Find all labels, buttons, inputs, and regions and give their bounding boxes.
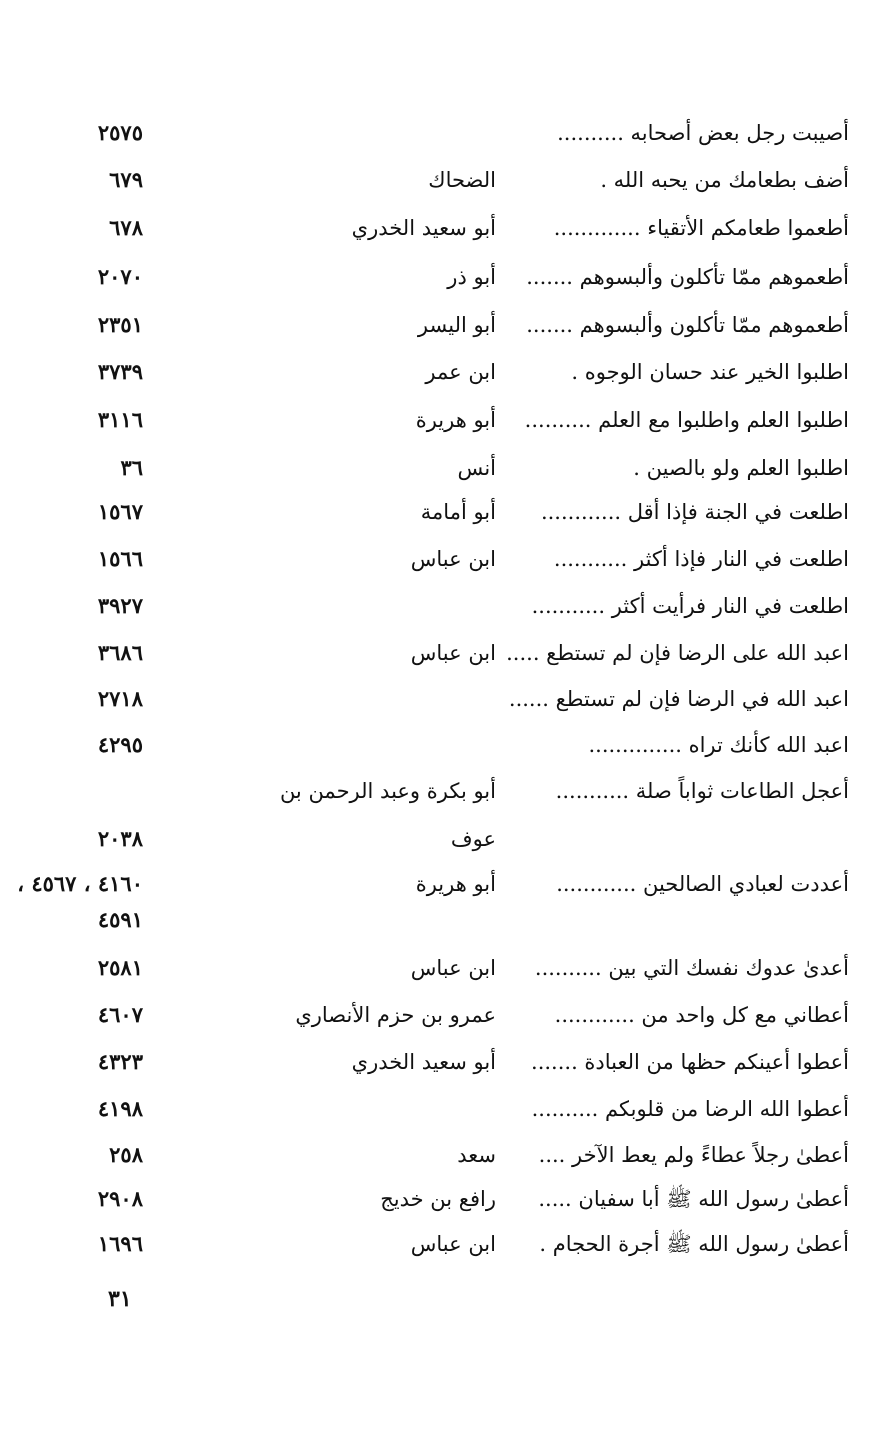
index-entry bbox=[0, 953, 891, 999]
hadith-number: ٢٣٥١ bbox=[97, 312, 143, 337]
narrator-name: أبو بكرة وعبد الرحمن بن bbox=[279, 779, 496, 803]
hadith-number: ٦٧٩ bbox=[109, 167, 143, 192]
hadith-text: اطلعت في النار فرأيت أكثر ........... bbox=[531, 594, 849, 618]
narrator-name: أبو ذر bbox=[447, 265, 496, 289]
narrator-name: أبو هريرة bbox=[415, 872, 496, 896]
hadith-text: أطعموهم ممّا تأكلون وألبسوهم ....... bbox=[526, 313, 849, 337]
hadith-number: ٤٥٩١ bbox=[97, 907, 143, 932]
narrator-name: ابن عباس bbox=[410, 641, 496, 665]
index-entry bbox=[0, 1140, 891, 1186]
hadith-number: ٢٧١٨ bbox=[97, 686, 143, 711]
hadith-number: ٤٣٢٣ bbox=[97, 1049, 143, 1074]
index-entry bbox=[0, 544, 891, 590]
page-number: ٣١ bbox=[108, 1286, 132, 1312]
index-entry bbox=[0, 118, 891, 164]
narrator-name: أبو سعيد الخدري bbox=[351, 216, 496, 240]
narrator-name: أبو سعيد الخدري bbox=[351, 1050, 496, 1074]
hadith-text: اعبد الله كأنك تراه .............. bbox=[588, 733, 849, 757]
index-entry bbox=[0, 310, 891, 356]
index-entry bbox=[0, 824, 891, 870]
index-entry bbox=[0, 591, 891, 637]
hadith-text: أطعموهم ممّا تأكلون وألبسوهم ....... bbox=[526, 265, 849, 289]
hadith-number: ٢٠٣٨ bbox=[97, 826, 143, 851]
hadith-number: ١٦٩٦ bbox=[97, 1231, 143, 1256]
narrator-name: ابن عباس bbox=[410, 1232, 496, 1256]
narrator-name: ابن عمر bbox=[425, 360, 496, 384]
index-entry bbox=[0, 1000, 891, 1046]
hadith-text: أعددت لعبادي الصالحين ............ bbox=[556, 872, 849, 896]
narrator-name: عمرو بن حزم الأنصاري bbox=[295, 1003, 496, 1027]
hadith-text: اطلبوا الخير عند حسان الوجوه . bbox=[571, 360, 849, 384]
hadith-number: ٤٦٠٧ bbox=[97, 1002, 143, 1027]
index-entry bbox=[0, 905, 891, 951]
narrator-name: أنس bbox=[457, 456, 496, 480]
index-entry bbox=[0, 638, 891, 684]
index-entry bbox=[0, 357, 891, 403]
hadith-text: أعطوا أعينكم حظها من العبادة ....... bbox=[531, 1050, 849, 1074]
narrator-name: أبو أمامة bbox=[420, 500, 496, 524]
index-entry bbox=[0, 776, 891, 822]
index-entry bbox=[0, 1047, 891, 1093]
hadith-number: ٤١٦٠ ، ٤٥٦٧ ، bbox=[17, 871, 143, 896]
index-entry bbox=[0, 165, 891, 211]
narrator-name: عوف bbox=[450, 827, 496, 851]
index-entry bbox=[0, 1094, 891, 1140]
hadith-text: أعدیٰ عدوك نفسك التي بين .......... bbox=[534, 956, 849, 980]
index-entry bbox=[0, 262, 891, 308]
index-entry bbox=[0, 684, 891, 730]
index-entry bbox=[0, 1184, 891, 1230]
narrator-name: أبو هريرة bbox=[415, 408, 496, 432]
hadith-text: أطعموا طعامكم الأتقياء ............. bbox=[553, 216, 849, 240]
hadith-text: اطلعت في الجنة فإذا أقل ............ bbox=[540, 500, 849, 524]
index-entry bbox=[0, 1229, 891, 1275]
narrator-name: سعد bbox=[457, 1143, 496, 1167]
hadith-text: اطلبوا العلم واطلبوا مع العلم .......... bbox=[524, 408, 849, 432]
hadith-text: أعطیٰ رسول الله ﷺ أبا سفيان ..... bbox=[538, 1187, 849, 1211]
narrator-name: ابن عباس bbox=[410, 956, 496, 980]
hadith-number: ٣٦٨٦ bbox=[97, 640, 143, 665]
hadith-text: أعجل الطاعات ثواباً صلة ........... bbox=[555, 779, 849, 803]
hadith-number: ٢٩٠٨ bbox=[97, 1186, 143, 1211]
hadith-number: ٤١٩٨ bbox=[97, 1096, 143, 1121]
hadith-text: اطلبوا العلم ولو بالصين . bbox=[633, 456, 849, 480]
hadith-number: ٤٢٩٥ bbox=[97, 732, 143, 757]
hadith-text: اطلعت في النار فإذا أكثر ........... bbox=[553, 547, 849, 571]
index-entry bbox=[0, 453, 891, 499]
hadith-number: ٣٧٣٩ bbox=[97, 359, 143, 384]
hadith-text: اعبد الله على الرضا فإن لم تستطع ..... bbox=[506, 641, 849, 665]
index-entry bbox=[0, 213, 891, 259]
hadith-number: ١٥٦٦ bbox=[97, 546, 143, 571]
hadith-number: ٢٥٨١ bbox=[97, 955, 143, 980]
narrator-name: ابن عباس bbox=[410, 547, 496, 571]
hadith-text: أصيبت رجل بعض أصحابه .......... bbox=[557, 121, 849, 145]
hadith-text: أعطیٰ رجلاً عطاءً ولم يعط الآخر .... bbox=[538, 1143, 849, 1167]
hadith-text: أعطوا الله الرضا من قلوبكم .......... bbox=[531, 1097, 849, 1121]
narrator-name: الضحاك bbox=[428, 168, 496, 192]
hadith-number: ٣١١٦ bbox=[97, 407, 143, 432]
hadith-text: اعبد الله في الرضا فإن لم تستطع ...... bbox=[508, 687, 849, 711]
hadith-number: ١٥٦٧ bbox=[97, 499, 143, 524]
hadith-number: ٢٠٧٠ bbox=[97, 264, 143, 289]
hadith-text: أضف بطعامك من يحبه الله . bbox=[600, 168, 849, 192]
narrator-name: أبو اليسر bbox=[417, 313, 496, 337]
index-entry bbox=[0, 730, 891, 776]
index-entry bbox=[0, 497, 891, 543]
hadith-number: ٢٥٧٥ bbox=[97, 120, 143, 145]
hadith-number: ٢٥٨ bbox=[109, 1142, 143, 1167]
hadith-text: أعطیٰ رسول الله ﷺ أجرة الحجام . bbox=[539, 1232, 849, 1256]
hadith-number: ٦٧٨ bbox=[109, 215, 143, 240]
hadith-number: ٣٦ bbox=[120, 455, 143, 480]
hadith-number: ٣٩٢٧ bbox=[97, 593, 143, 618]
hadith-text: أعطاني مع كل واحد من ............ bbox=[554, 1003, 849, 1027]
narrator-name: رافع بن خديج bbox=[380, 1187, 496, 1211]
index-entry bbox=[0, 405, 891, 451]
